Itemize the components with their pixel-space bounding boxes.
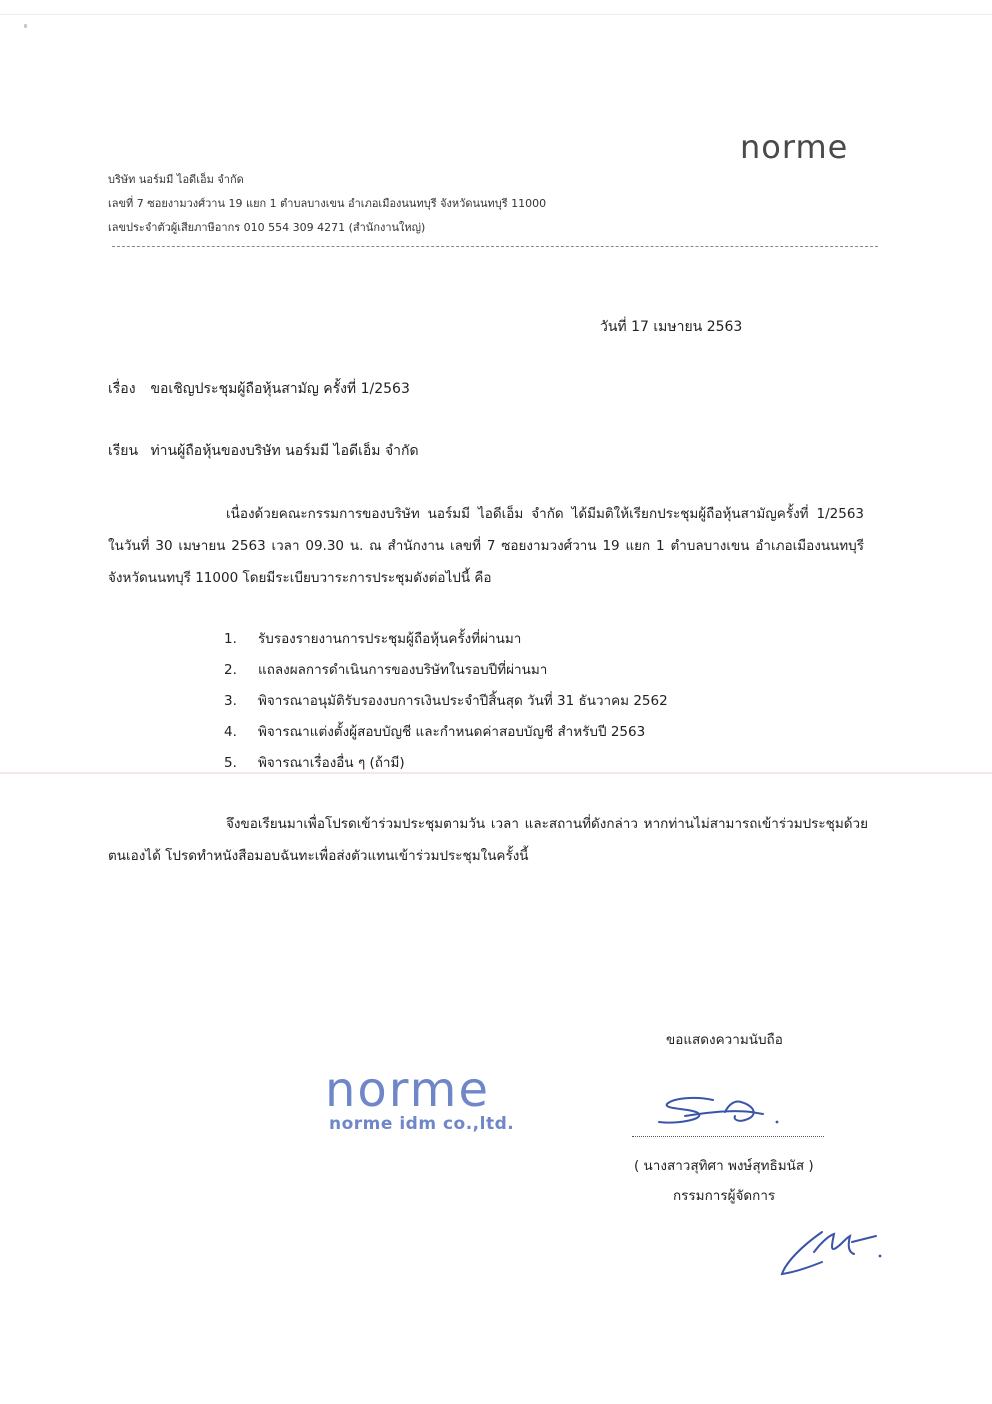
signature-icon — [655, 1090, 795, 1136]
closing-paragraph: จึงขอเรียนมาเพื่อโปรดเข้าร่วมประชุมตามวัน เวลา และสถานที่ดังกล่าว หากท่านไม่สามารถเข้าร่วมประชุมด้วยตนเองได้ โปรดทำหนังสือมอบฉันทะเพื่อส่งตัวแทนเข้าร่วมประชุมในครั้งนี้ — [108, 816, 868, 864]
initials-icon — [772, 1222, 892, 1282]
body-paragraph: เนื่องด้วยคณะกรรมการของบริษัท นอร์มมี ไอดีเอ็ม จำกัด ได้มีมติให้เรียกประชุมผู้ถือหุ้นสามัญครั้งที่ 1/2563 ในวันที่ 30 เมษายน 2563 เวลา 09.30 น. ณ สำนักงาน เลขที่ 7 ซอยงามวงศ์วาน 19 แยก 1 ตำบลบางเขน อำเภอเมืองนนทบุรี จังหวัดนนทบุรี 11000 โดยมีระเบียบวาระการประชุมดังต่อไปนี้ คือ — [108, 506, 864, 586]
regards-text: ขอแสดงความนับถือ — [666, 1032, 783, 1048]
agenda-list — [224, 624, 668, 779]
company-info — [108, 168, 546, 240]
company-stamp — [325, 1062, 565, 1142]
scan-artifact-top — [0, 14, 992, 15]
signature-line — [632, 1136, 824, 1137]
signer-title: กรรมการผู้จัดการ — [673, 1188, 776, 1204]
subject-label: เรื่อง — [108, 381, 136, 397]
agenda-text: แถลงผลการดำเนินการของบริษัทในรอบปีที่ผ่านมา — [258, 662, 548, 678]
company-name: บริษัท นอร์มมี ไอดีเอ็ม จำกัด — [108, 173, 244, 186]
recipient-label: เรียน — [108, 443, 139, 459]
agenda-text: พิจารณาเรื่องอื่น ๆ (ถ้ามี) — [258, 755, 405, 771]
agenda-number: 4. — [224, 724, 237, 740]
scan-artifact-mid — [0, 772, 992, 774]
tax-id: เลขประจำตัวผู้เสียภาษีอากร 010 554 309 4271 (สำนักงานใหญ่) — [108, 221, 426, 234]
subject-line — [108, 378, 410, 400]
stamp-company-name: norme idm co.,ltd. — [329, 1114, 515, 1134]
agenda-item — [224, 655, 668, 686]
header-divider — [112, 246, 878, 247]
scan-speck — [24, 24, 27, 28]
agenda-number: 3. — [224, 693, 237, 709]
agenda-item — [224, 624, 668, 655]
subject-text: ขอเชิญประชุมผู้ถือหุ้นสามัญ ครั้งที่ 1/2563 — [150, 381, 410, 397]
signer-name: ( นางสาวสุทิศา พงษ์สุทธิมนัส ) — [634, 1158, 814, 1174]
company-logo: norme — [740, 128, 849, 166]
agenda-number: 2. — [224, 662, 237, 678]
agenda-number: 5. — [224, 755, 237, 771]
letter-date: วันที่ 17 เมษายน 2563 — [600, 319, 743, 335]
agenda-text: รับรองรายงานการประชุมผู้ถือหุ้นครั้งที่ผ่านมา — [258, 631, 522, 647]
recipient-text: ท่านผู้ถือหุ้นของบริษัท นอร์มมี ไอดีเอ็ม จำกัด — [150, 443, 419, 459]
agenda-text: พิจารณาแต่งตั้งผู้สอบบัญชี และกำหนดค่าสอบบัญชี สำหรับปี 2563 — [258, 724, 646, 740]
agenda-item — [224, 717, 668, 748]
company-address: เลขที่ 7 ซอยงามวงศ์วาน 19 แยก 1 ตำบลบางเขน อำเภอเมืองนนทบุรี จังหวัดนนทบุรี 11000 — [108, 197, 547, 210]
recipient-line — [108, 440, 419, 462]
agenda-number: 1. — [224, 631, 237, 647]
agenda-item — [224, 748, 668, 779]
agenda-item — [224, 686, 668, 717]
stamp-logo-word: norme — [325, 1062, 490, 1118]
agenda-text: พิจารณาอนุมัติรับรองงบการเงินประจำปีสิ้นสุด วันที่ 31 ธันวาคม 2562 — [258, 693, 668, 709]
